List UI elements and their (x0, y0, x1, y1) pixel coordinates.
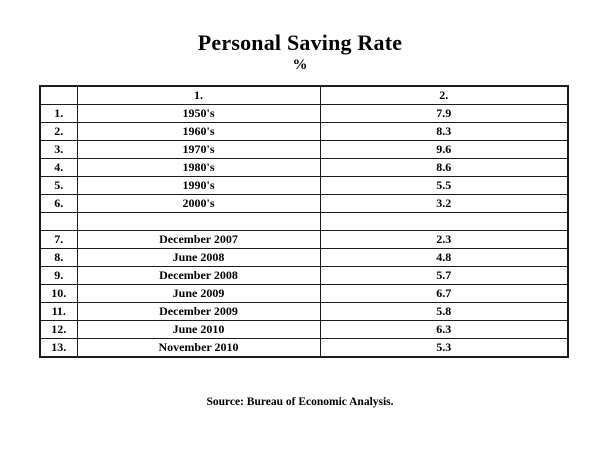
period-cell: December 2008 (77, 267, 320, 285)
page-title: Personal Saving Rate (197, 30, 403, 55)
row-number-cell: 7. (40, 231, 77, 249)
saving-rate-table (39, 85, 569, 358)
value-cell: 8.6 (320, 159, 568, 177)
table-row (40, 303, 568, 321)
table-row (40, 231, 568, 249)
row-number-cell: 11. (40, 303, 77, 321)
period-cell: 1950's (77, 105, 320, 123)
row-number-cell: 10. (40, 285, 77, 303)
value-cell: 8.3 (320, 123, 568, 141)
value-cell: 6.7 (320, 285, 568, 303)
period-cell: 2000's (77, 195, 320, 213)
row-number-cell: 12. (40, 321, 77, 339)
row-number-cell: 4. (40, 159, 77, 177)
value-cell: 5.8 (320, 303, 568, 321)
table-row (40, 339, 568, 358)
value-cell: 5.5 (320, 177, 568, 195)
table-row (40, 141, 568, 159)
value-cell: 5.7 (320, 267, 568, 285)
period-cell: June 2010 (77, 321, 320, 339)
period-cell: 1960's (77, 123, 320, 141)
table-row (40, 177, 568, 195)
row-number-cell: 9. (40, 267, 77, 285)
period-cell (77, 213, 320, 231)
period-cell: December 2009 (77, 303, 320, 321)
value-cell: 6.3 (320, 321, 568, 339)
source-note: Source: Bureau of Economic Analysis. (206, 396, 394, 408)
value-cell: 5.3 (320, 339, 568, 358)
table-row (40, 159, 568, 177)
table-row (40, 195, 568, 213)
table-row (40, 249, 568, 267)
table-row (40, 105, 568, 123)
row-number-cell: 5. (40, 177, 77, 195)
header-num-cell (40, 86, 77, 105)
value-cell: 7.9 (320, 105, 568, 123)
row-number-cell: 3. (40, 141, 77, 159)
value-cell (320, 213, 568, 231)
page-subtitle: % (292, 57, 308, 73)
row-number-cell: 13. (40, 339, 77, 358)
value-cell: 9.6 (320, 141, 568, 159)
value-cell: 2.3 (320, 231, 568, 249)
period-cell: 1970's (77, 141, 320, 159)
period-cell: 1980's (77, 159, 320, 177)
period-cell: 1990's (77, 177, 320, 195)
header-col2-cell: 2. (320, 86, 568, 105)
table-row (40, 285, 568, 303)
row-number-cell: 8. (40, 249, 77, 267)
table-row (40, 321, 568, 339)
table-row (40, 267, 568, 285)
period-cell: June 2008 (77, 249, 320, 267)
value-cell: 4.8 (320, 249, 568, 267)
spacer-row (40, 213, 568, 231)
period-cell: June 2009 (77, 285, 320, 303)
header-col1-cell: 1. (77, 86, 320, 105)
table-row (40, 123, 568, 141)
row-number-cell: 1. (40, 105, 77, 123)
period-cell: December 2007 (77, 231, 320, 249)
row-number-cell: 6. (40, 195, 77, 213)
period-cell: November 2010 (77, 339, 320, 358)
row-number-cell: 2. (40, 123, 77, 141)
row-number-cell (40, 213, 77, 231)
table-header-row (40, 86, 568, 105)
value-cell: 3.2 (320, 195, 568, 213)
